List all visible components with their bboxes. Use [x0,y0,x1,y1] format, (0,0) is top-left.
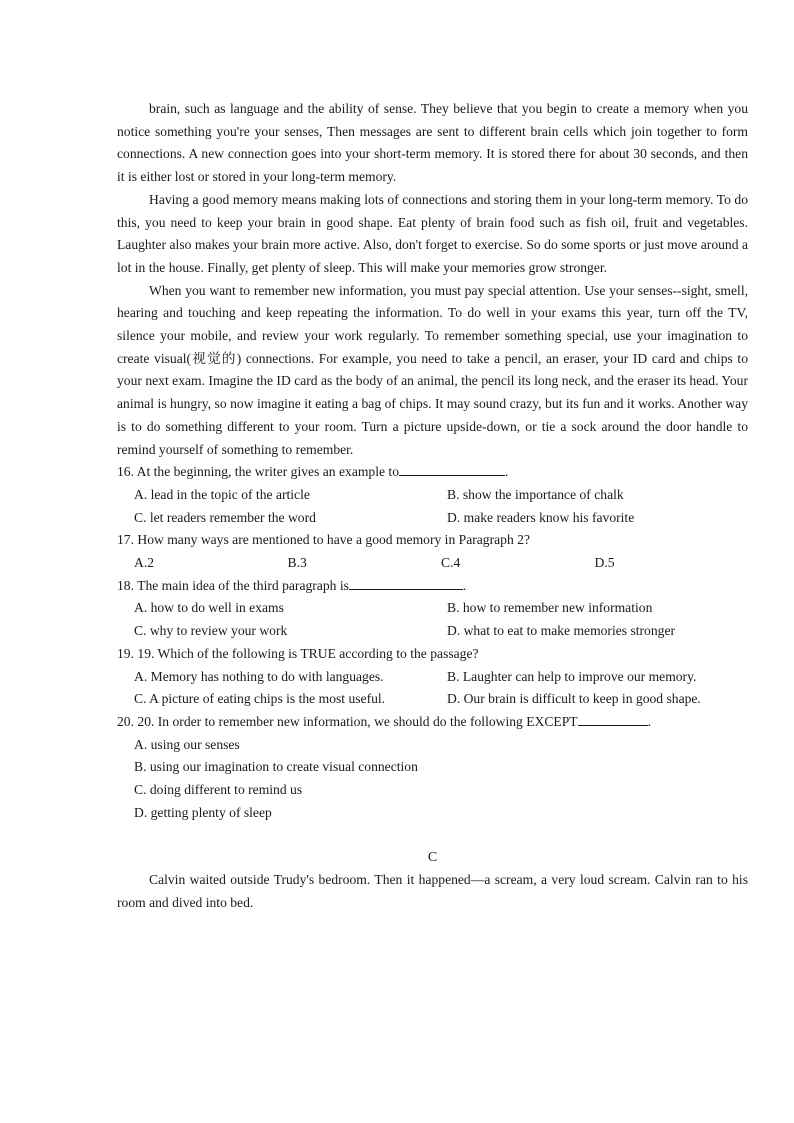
option-20-c: C. doing different to remind us [134,782,303,798]
question-18-stem: 18. The main idea of the third paragraph is [117,577,349,593]
option-20-d: D. getting plenty of sleep [134,804,272,820]
passage-paragraph-1: brain, such as language and the ability of sense. They believe that you begin to create a memory when you notice something you're your senses, Then messages are sent to different brain cells which join together to form connections. A new connection goes into your short-term memory. It is stored there for about 30 seconds, and then it is either lost or stored in your long-term memory. [117,101,748,185]
option-17-c: C.4 [441,555,461,571]
question-16: 16. At the beginning, the writer gives an example to . [117,461,748,484]
option-18-b: B. how to remember new information [447,600,653,616]
option-20-a: A. using our senses [134,736,240,752]
question-18-options-row-1 [117,597,748,620]
question-18: 18. The main idea of the third paragraph is . [117,575,748,598]
option-19-b: B. Laughter can help to improve our memory. [447,668,697,684]
question-16-options-row-1 [117,484,748,507]
passage-paragraph-2: Having a good memory means making lots of connections and storing them in your long-term memory. To do this, you need to keep your brain in good shape. Eat plenty of brain food such as fish oil, fruit and vegetables. Laughter also makes your brain more active. Also, don't forget to exercise. So do some sports or just move around a lot in the house. Finally, get plenty of sleep. This will make your memories grow stronger. [117,191,748,275]
question-19-options-row-1 [117,666,748,689]
section-c-paragraph-1: Calvin waited outside Trudy's bedroom. Then it happened—a scream, a very loud scream. Calvin ran to his room and dived into bed. [117,872,748,910]
option-18-c: C. why to review your work [134,623,288,639]
option-19-c: C. A picture of eating chips is the most useful. [134,691,386,707]
question-19-options-row-2 [117,688,748,711]
option-18-d: D. what to eat to make memories stronger [447,623,676,639]
option-16-d: D. make readers know his favorite [447,509,635,525]
answer-blank-18 [349,575,463,590]
question-20: 20. 20. In order to remember new information, we should do the following EXCEPT . [117,711,748,734]
question-18-options-row-2 [117,620,748,643]
option-16-b: B. show the importance of chalk [447,486,624,502]
passage-paragraph-3: When you want to remember new information, you must pay special attention. Use your senses--sight, smell, hearing and touching and keep repeating the information. To do well in your exams this year, turn off the TV, silence your mobile, and review your work regularly. To remember something special, use your imagination to create visual(视觉的) connections. For example, you need to take a pencil, an eraser, your ID card and chips to your next exam. Imagine the ID card as the body of an animal, the pencil its long neck, and the eraser its head. Your animal is hungry, so now imagine it eating a bag of chips. It may sound crazy, but its fun and it works. Another way is to do something different to your room. Turn a picture upside-down, or tie a sock around the door handle to remind yourself of something to remember. [117,282,748,457]
option-19-d: D. Our brain is difficult to keep in good shape. [447,691,701,707]
answer-blank-16 [399,461,505,476]
option-20-b: B. using our imagination to create visual connection [134,759,418,775]
option-16-a: A. lead in the topic of the article [134,486,310,502]
answer-blank-20 [578,711,648,726]
option-19-a: A. Memory has nothing to do with languages. [134,668,384,684]
option-18-a: A. how to do well in exams [134,600,284,616]
question-20-stem: 20. 20. In order to remember new information, we should do the following EXCEPT [117,713,578,729]
option-17-d: D.5 [594,555,615,571]
option-16-c: C. let readers remember the word [134,509,316,525]
question-19: 19. 19. Which of the following is TRUE according to the passage? [117,645,479,661]
question-16-stem: 16. At the beginning, the writer gives an example to [117,464,400,480]
document-page [117,98,748,915]
question-17: 17. How many ways are mentioned to have a good memory in Paragraph 2? [117,532,530,548]
question-16-options-row-2 [117,507,748,530]
section-c-heading: C [427,849,438,865]
option-17-a: A.2 [134,555,155,571]
question-17-options [117,552,748,575]
option-17-b: B.3 [287,555,307,571]
